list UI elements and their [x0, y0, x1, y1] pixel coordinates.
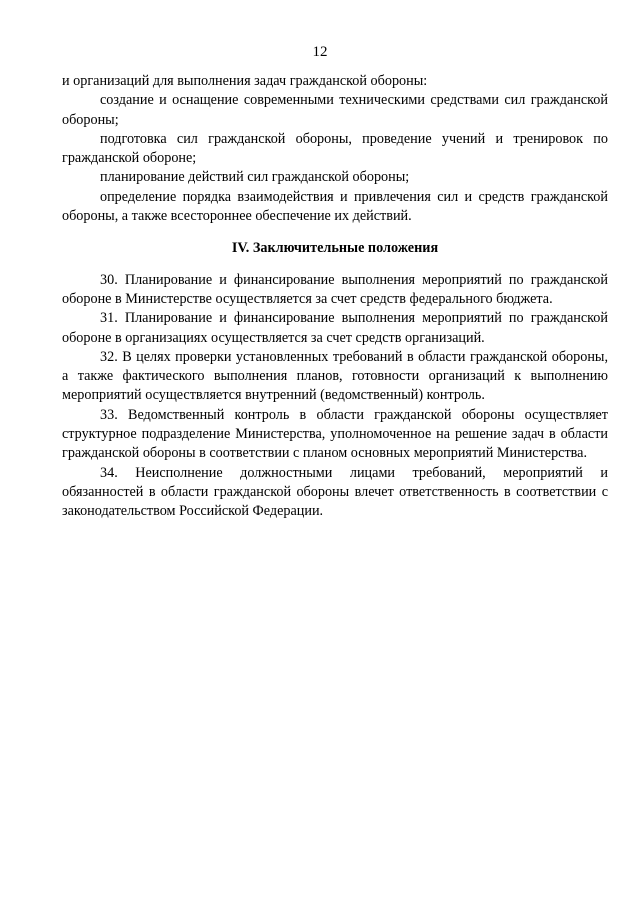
section-heading: IV. Заключительные положения — [231, 240, 439, 257]
document-body — [62, 72, 608, 522]
list-item-interaction: определение порядка взаимодействия и привлечения сил и средств гражданской обороны, а также всестороннее обеспечение их действий. — [62, 188, 608, 225]
paragraph-continuation: и организаций для выполнения задач гражданской обороны: — [62, 73, 428, 89]
list-item-training: подготовка сил гражданской обороны, проведение учений и тренировок по гражданской обороне; — [62, 130, 608, 167]
clause-31: 31. Планирование и финансирование выполнения мероприятий по гражданской обороне в организациях осуществляется за счет средств организаций. — [62, 310, 608, 346]
list-item-planning: планирование действий сил гражданской обороны; — [100, 169, 410, 186]
clause-32: 32. В целях проверки установленных требований в области гражданской обороны, а также фактического выполнения планов, готовности организаций к выполнению мероприятий осуществляется внутренний (ведомственный) контроль. — [62, 348, 608, 404]
clause-34: 34. Неисполнение должностными лицами требований, мероприятий и обязанностей в области гражданской обороны влечет ответственность в соответствии с законодательством Российской Федерации. — [62, 464, 608, 520]
page-number: 12 — [312, 44, 328, 60]
list-item-equipment: создание и оснащение современными техническими средствами сил гражданской обороны; — [62, 92, 608, 128]
clause-33: 33. Ведомственный контроль в области гражданской обороны осуществляет структурное подразделение Министерства, уполномоченное на решение задач в области гражданской обороны в соответствии с планом основных мероприятий Министерства. — [62, 406, 608, 462]
clause-30: 30. Планирование и финансирование выполнения мероприятий по гражданской обороне в Министерстве осуществляется за счет средств федерального бюджета. — [62, 271, 608, 307]
